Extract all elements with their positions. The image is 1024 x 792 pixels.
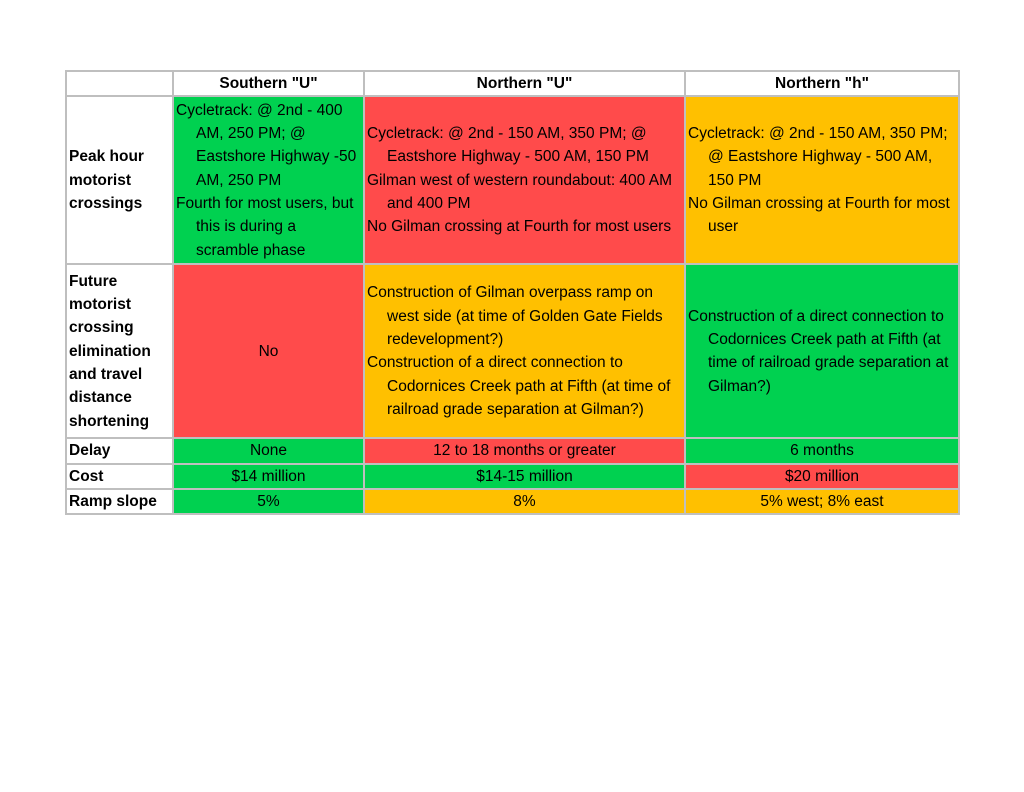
cell-item: Construction of Gilman overpass ramp on west side (at time of Golden Gate Fields redevelopment?) <box>367 284 663 348</box>
cell-northern-u: 8% <box>364 489 685 514</box>
cell-northern-h: 5% west; 8% east <box>685 489 959 514</box>
table-row-peak-hour-crossings <box>66 96 959 264</box>
cell-northern-u: $14-15 million <box>364 464 685 489</box>
cell-item: Cycletrack: @ 2nd - 150 AM, 350 PM; @ Eastshore Highway - 500 AM, 150 PM <box>688 125 948 189</box>
cell-item: No Gilman crossing at Fourth for most users <box>367 218 672 236</box>
cell-item: Fourth for most users, but this is during a scramble phase <box>176 194 354 259</box>
column-header-southern-u: Southern "U" <box>173 71 364 96</box>
cell-item: Construction of a direct connection to Codornices Creek path at Fifth (at time of railroad grade separation at Gilman?) <box>367 354 671 418</box>
row-label: Ramp slope <box>66 489 173 514</box>
cell-southern-u: No <box>173 264 364 438</box>
corner-cell <box>66 71 173 96</box>
row-label: Peak hour motorist crossings <box>66 96 173 264</box>
comparison-table <box>65 70 960 515</box>
cell-southern-u: $14 million <box>173 464 364 489</box>
cell-northern-u <box>364 264 685 438</box>
cell-southern-u <box>173 96 364 264</box>
table-row-cost <box>66 464 959 489</box>
row-label: Cost <box>66 464 173 489</box>
table-row-delay <box>66 438 959 463</box>
cell-northern-u <box>364 96 685 264</box>
cell-northern-h <box>685 96 959 264</box>
cell-item: Cycletrack: @ 2nd - 150 AM, 350 PM; @ Eastshore Highway - 500 AM, 150 PM <box>367 125 649 166</box>
cell-northern-h: 6 months <box>685 438 959 463</box>
row-label: Delay <box>66 438 173 463</box>
cell-item: Gilman west of western roundabout: 400 AM and 400 PM <box>367 171 672 212</box>
row-label: Future motorist crossing elimination and travel distance shortening <box>66 264 173 438</box>
cell-northern-h <box>685 264 959 438</box>
cell-item: Construction of a direct connection to Codornices Creek path at Fifth (at time of railroad grade separation at Gilman?) <box>688 307 949 395</box>
column-header-northern-h: Northern "h" <box>685 71 959 96</box>
table-row-ramp-slope <box>66 489 959 514</box>
cell-southern-u: None <box>173 438 364 463</box>
cell-southern-u: 5% <box>173 489 364 514</box>
cell-item: No Gilman crossing at Fourth for most user <box>688 194 950 236</box>
cell-northern-h: $20 million <box>685 464 959 489</box>
cell-northern-u: 12 to 18 months or greater <box>364 438 685 463</box>
cell-item: Cycletrack: @ 2nd - 400 AM, 250 PM; @ Eastshore Highway -50 AM, 250 PM <box>176 101 357 189</box>
column-header-northern-u: Northern "U" <box>364 71 685 96</box>
table-row-future-crossing-elimination <box>66 264 959 438</box>
header-row <box>66 71 959 96</box>
